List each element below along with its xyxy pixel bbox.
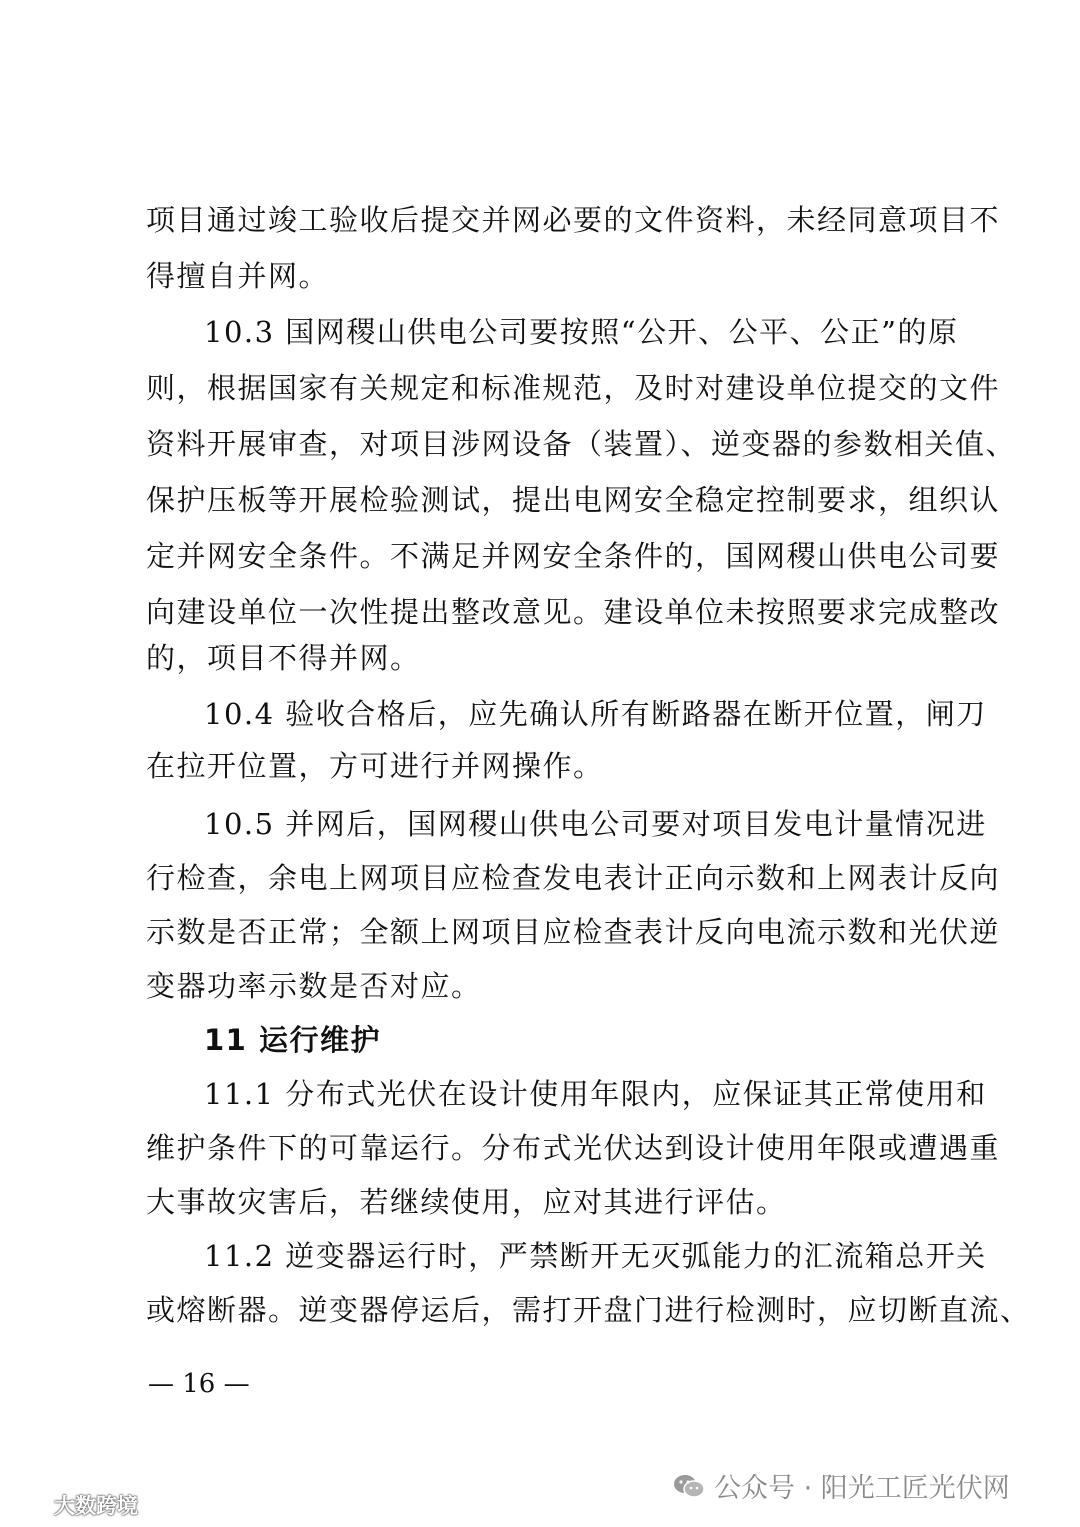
text-line: 10.4 验收合格后，应先确认所有断路器在断开位置，闸刀 [204,697,987,731]
text-line: 则，根据国家有关规定和标准规范，及时对建设单位提交的文件 [146,371,1001,405]
text-line: 变器功率示数是否对应。 [146,969,482,1003]
text-line: 10.5 并网后，国网稷山供电公司要对项目发电计量情况进 [204,807,987,841]
text-line: 得擅自并网。 [146,259,330,293]
text-line: 大事故灾害后，若继续使用，应对其进行评估。 [146,1185,787,1219]
text-line: 10.3 国网稷山供电公司要按照“公开、公平、公正”的原 [204,315,959,349]
text-line: 维护条件下的可靠运行。分布式光伏达到设计使用年限或遭遇重 [146,1131,1001,1165]
logo-icon [6,1494,50,1516]
text-line: 行检查，余电上网项目应检查发电表计正向示数和上网表计反向 [146,861,1001,895]
text-line: 在拉开位置，方可进行并网操作。 [146,749,604,783]
corner-watermark-text: 大数跨境 [54,1494,138,1518]
text-line: 或熔断器。逆变器停运后，需打开盘门进行检测时，应切断直流、 [146,1293,1031,1327]
text-line: 项目通过竣工验收后提交并网必要的文件资料，未经同意项目不 [146,203,1001,237]
text-line: 资料开展审查，对项目涉网设备（装置）、逆变器的参数相关值、 [146,427,1017,461]
wechat-icon [672,1472,706,1500]
watermark-text: 公众号 · 阳光工匠光伏网 [714,1473,1010,1504]
text-line: 保护压板等开展检验测试，提出电网安全稳定控制要求，组织认 [146,483,1001,517]
text-line: 定并网安全条件。不满足并网安全条件的，国网稷山供电公司要 [146,539,1001,573]
corner-watermark [6,1490,138,1520]
text-line: 向建设单位一次性提出整改意见。建设单位未按照要求完成整改 [146,595,1001,629]
watermark [672,1466,1010,1505]
text-line: 示数是否正常；全额上网项目应检查表计反向电流示数和光伏逆 [146,915,1001,949]
text-line: 11.1 分布式光伏在设计使用年限内，应保证其正常使用和 [204,1077,987,1111]
text-line: 11.2 逆变器运行时，严禁断开无灭弧能力的汇流箱总开关 [204,1239,987,1273]
section-heading: 11 运行维护 [204,1023,381,1057]
text-line: 的，项目不得并网。 [146,641,421,675]
page-number: — 16 — [148,1369,250,1399]
